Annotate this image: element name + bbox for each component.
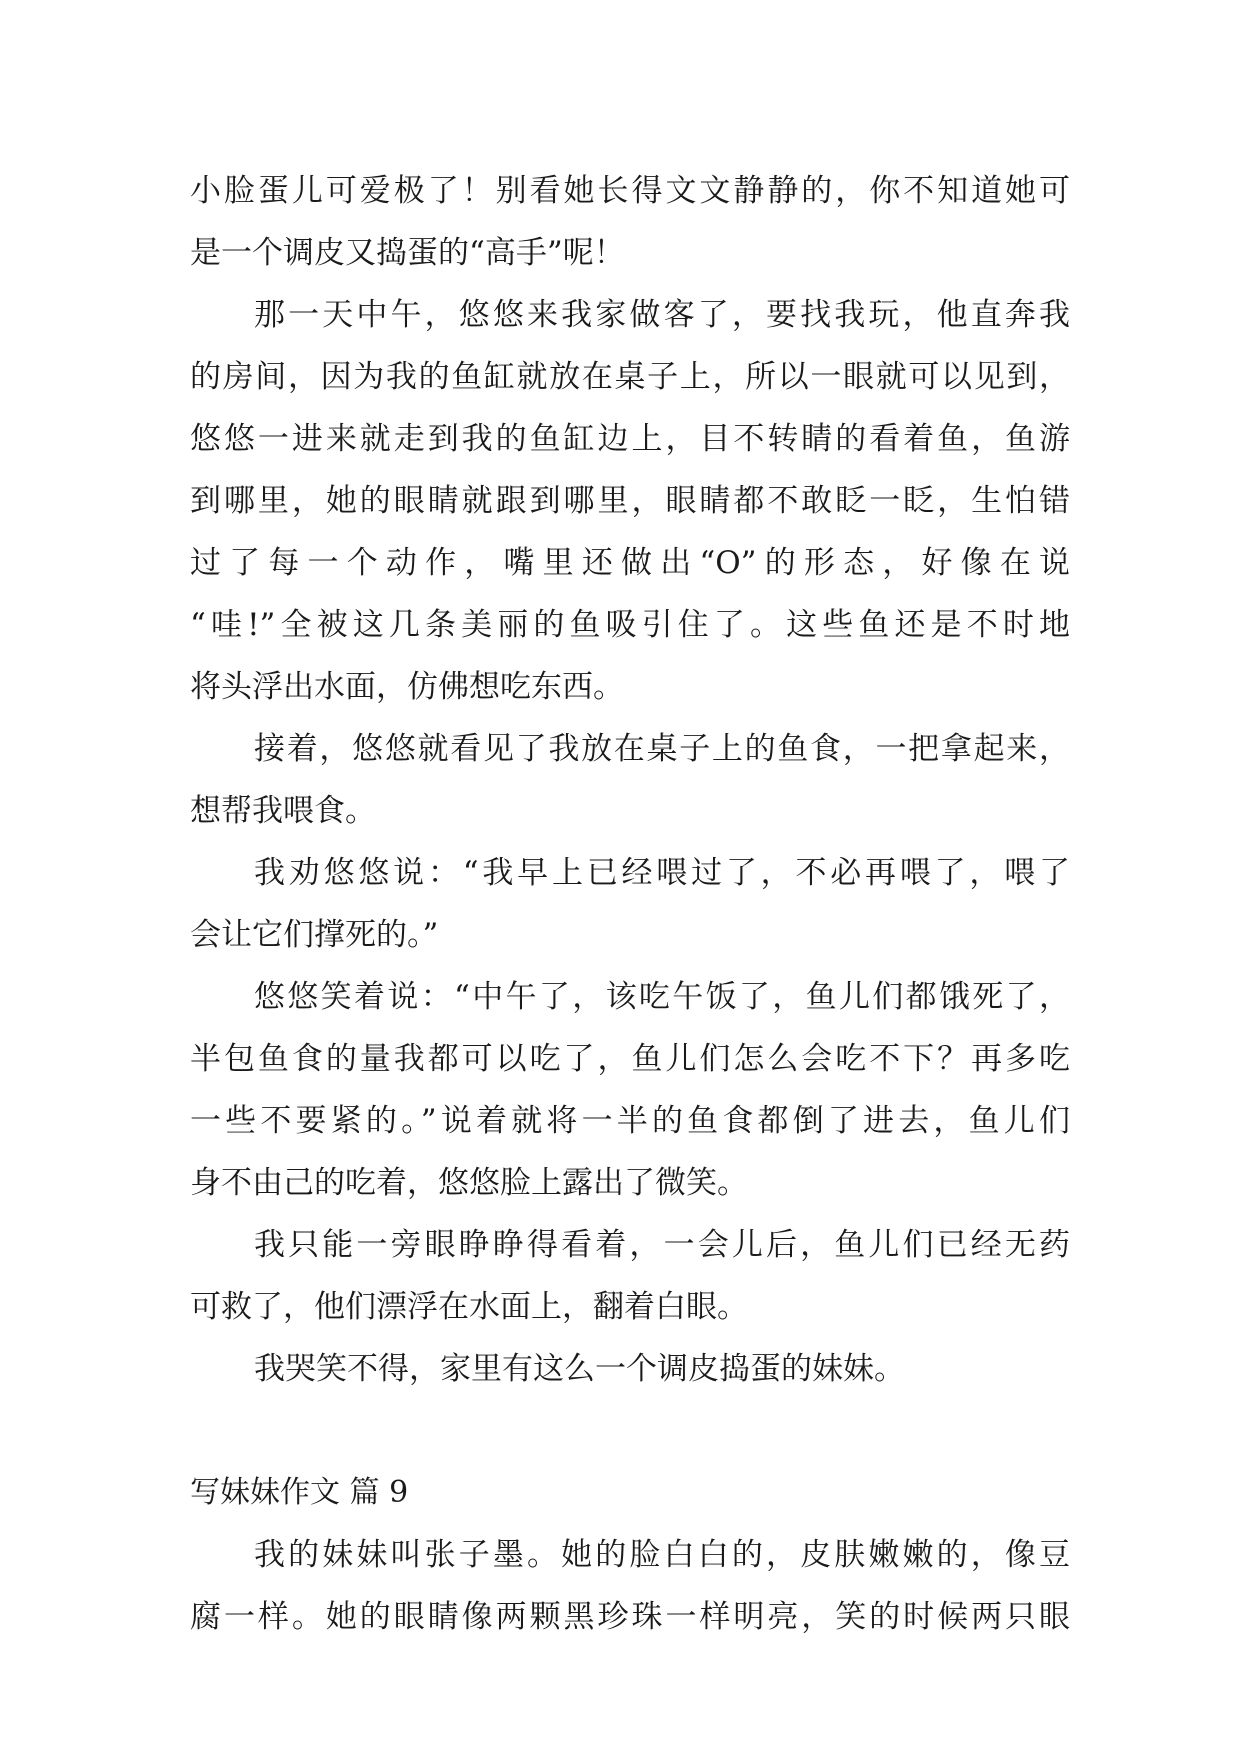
- section-heading: 写妹妹作文 篇 9: [190, 1475, 409, 1510]
- paragraph-start: 我劝悠悠说：“我早上已经喂过了，不必再喂了，喂了: [254, 855, 1070, 891]
- paragraph-start: 接着，悠悠就看见了我放在桌子上的鱼食，一把拿起来，: [254, 731, 1070, 767]
- text-line: 的房间，因为我的鱼缸就放在桌子上，所以一眼就可以见到，: [190, 359, 1070, 395]
- document-page: [190, 160, 1070, 1648]
- text-line: 半包鱼食的量我都可以吃了，鱼儿们怎么会吃不下？再多吃: [190, 1041, 1070, 1077]
- text-line: 小脸蛋儿可爱极了！别看她长得文文静静的，你不知道她可: [190, 173, 1070, 209]
- paragraph-start: 那一天中午，悠悠来我家做客了，要找我玩，他直奔我: [254, 297, 1070, 333]
- text-line: 可救了，他们漂浮在水面上，翻着白眼。: [190, 1289, 748, 1325]
- text-line: 一些不要紧的。”说着就将一半的鱼食都倒了进去，鱼儿们: [190, 1103, 1070, 1139]
- paragraph-start: 我的妹妹叫张子墨。她的脸白白的，皮肤嫩嫩的，像豆: [254, 1537, 1070, 1573]
- text-line: 腐一样。她的眼睛像两颗黑珍珠一样明亮，笑的时候两只眼: [190, 1599, 1070, 1635]
- text-line: 悠悠一进来就走到我的鱼缸边上，目不转睛的看着鱼，鱼游: [190, 421, 1070, 457]
- text-line: 到哪里，她的眼睛就跟到哪里，眼睛都不敢眨一眨，生怕错: [190, 483, 1070, 519]
- paragraph-start: 我只能一旁眼睁睁得看着，一会儿后，鱼儿们已经无药: [254, 1227, 1070, 1263]
- paragraph-start: 我哭笑不得，家里有这么一个调皮捣蛋的妹妹。: [254, 1351, 905, 1387]
- text-line: 想帮我喂食。: [190, 793, 376, 829]
- text-line: 是一个调皮又捣蛋的“高手”呢！: [190, 235, 625, 271]
- section-spacer: [190, 1400, 1070, 1462]
- text-line: 将头浮出水面，仿佛想吃东西。: [190, 669, 624, 705]
- text-line: 过了每一个动作，嘴里还做出“O”的形态，好像在说: [190, 545, 1070, 581]
- text-line: 身不由己的吃着，悠悠脸上露出了微笑。: [190, 1165, 748, 1201]
- text-line: 会让它们撑死的。”: [190, 917, 439, 953]
- text-line: “哇!”全被这几条美丽的鱼吸引住了。这些鱼还是不时地: [190, 607, 1070, 643]
- paragraph-start: 悠悠笑着说：“中午了，该吃午饭了，鱼儿们都饿死了，: [254, 979, 1070, 1015]
